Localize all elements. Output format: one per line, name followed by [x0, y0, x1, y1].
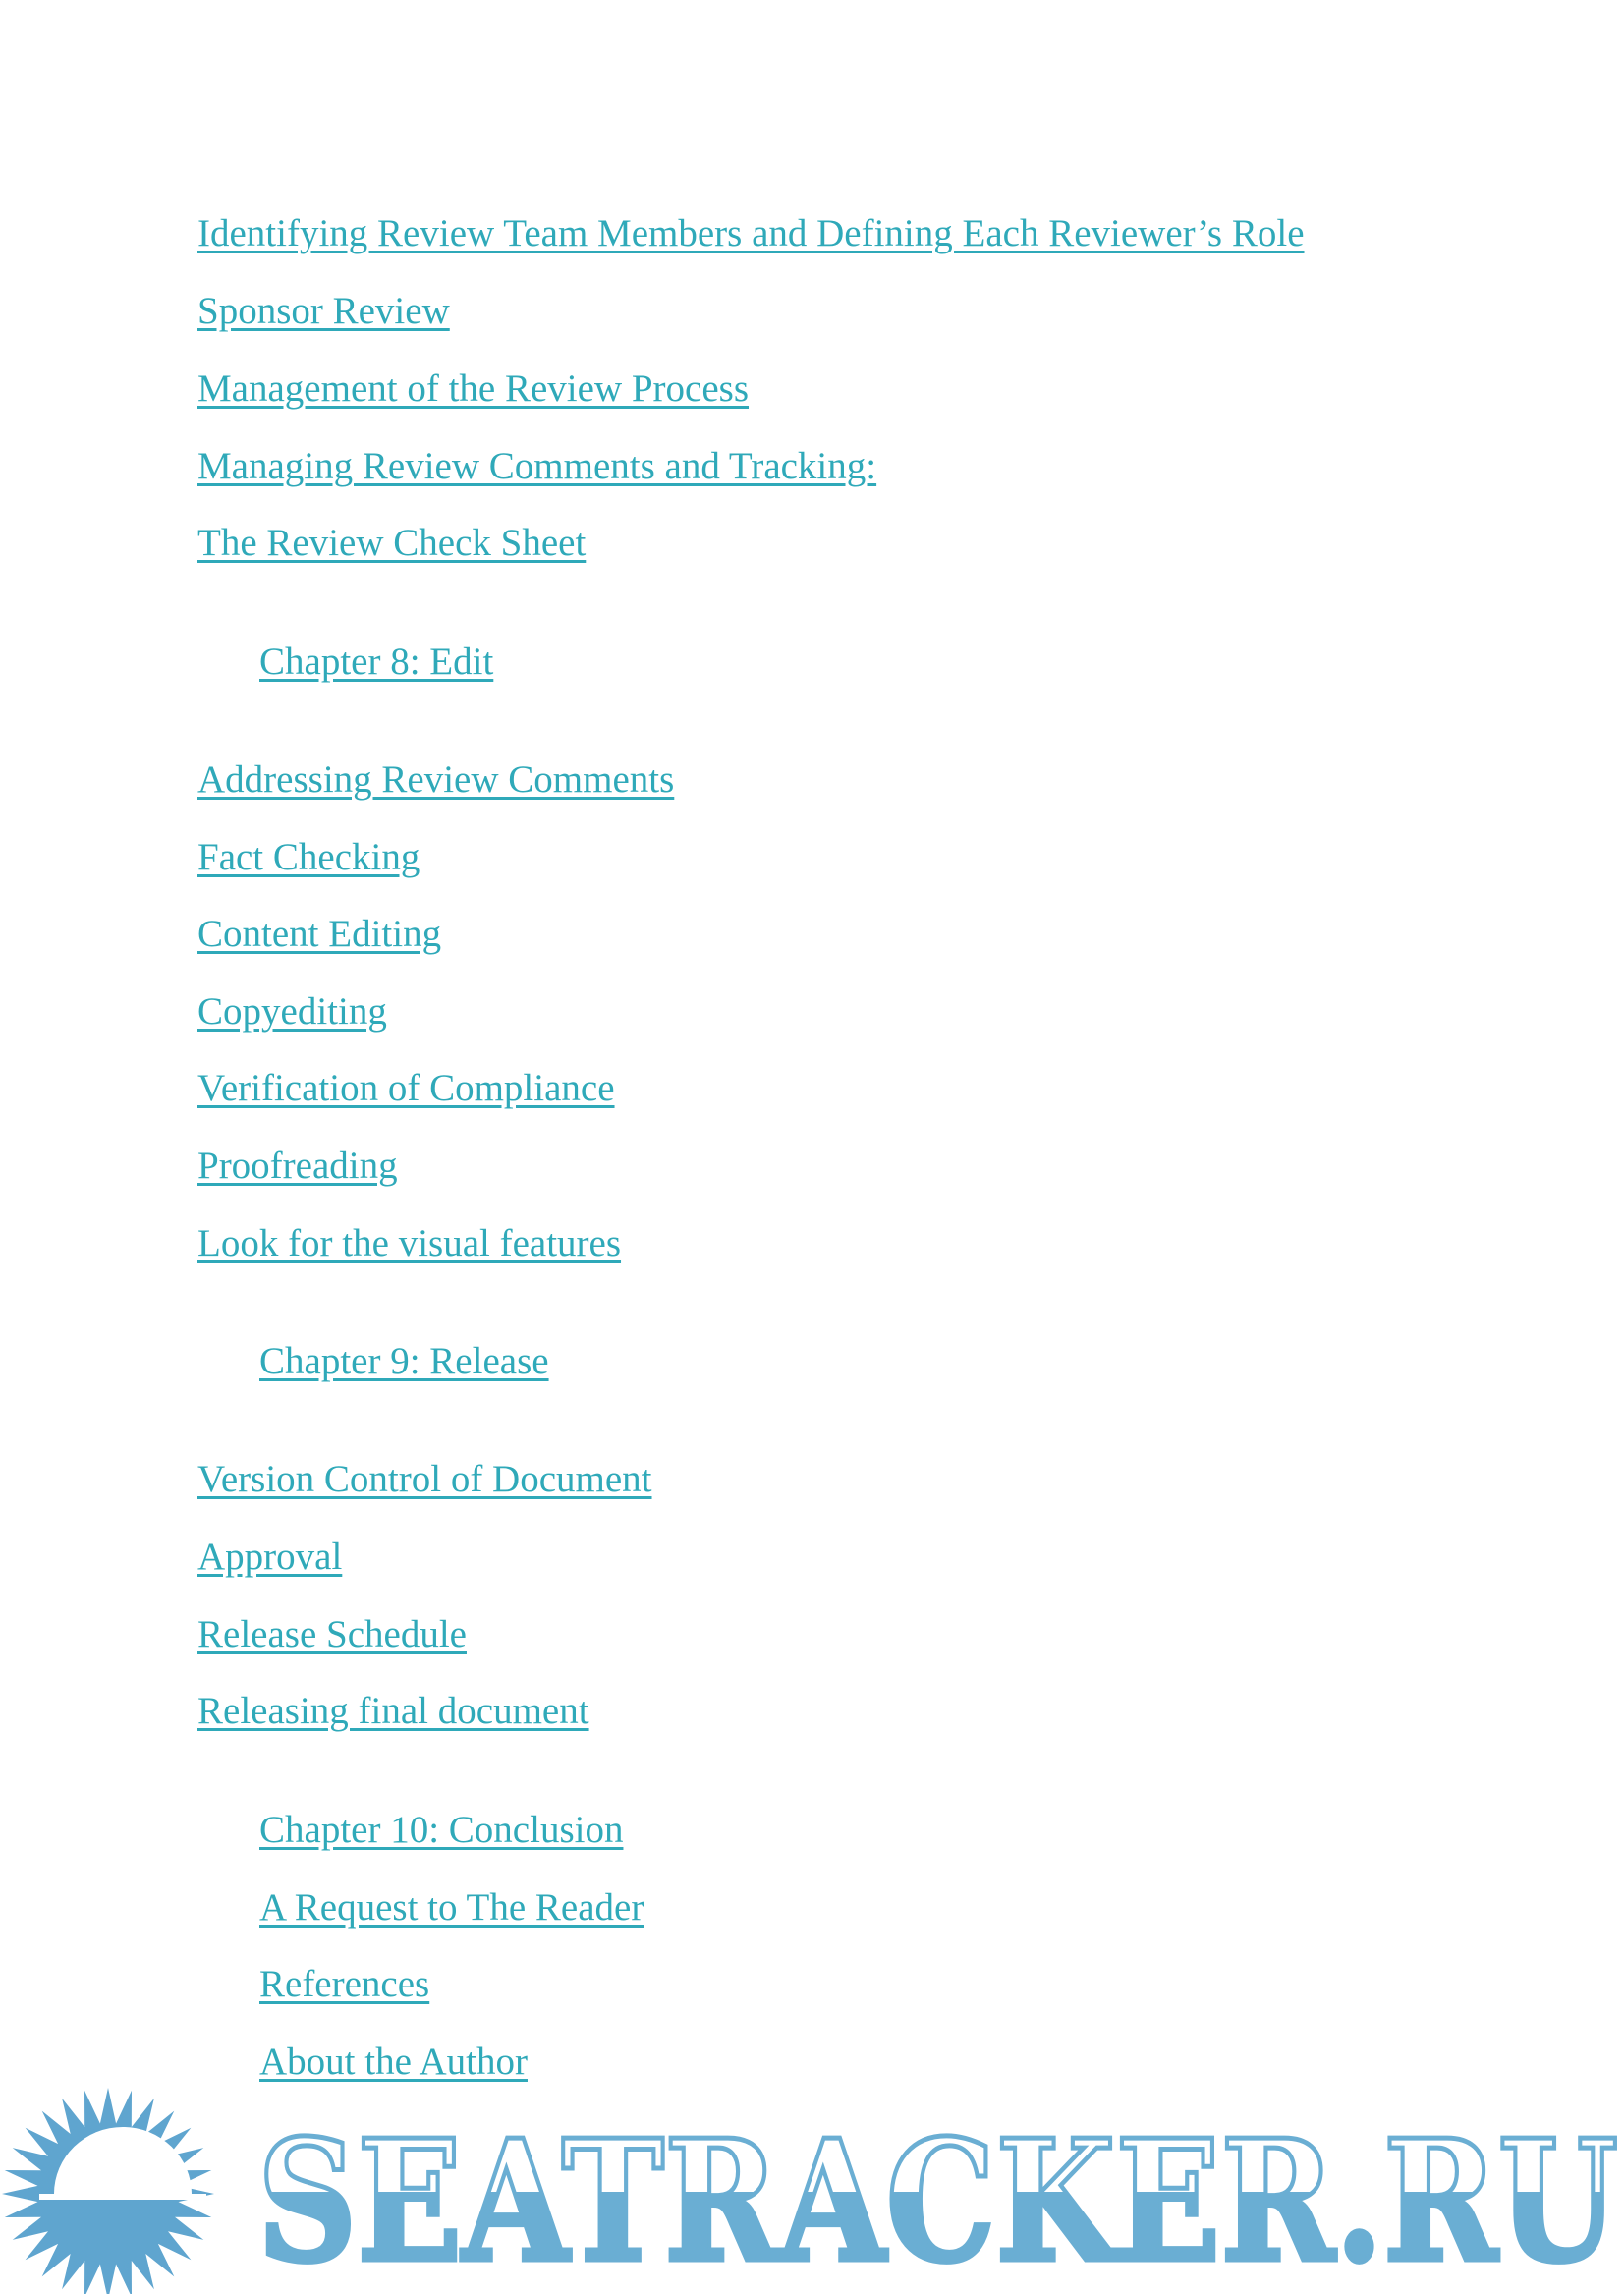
toc-link-managing-review-comments[interactable]: Managing Review Comments and Tracking: — [197, 445, 877, 487]
toc-link-release-schedule[interactable]: Release Schedule — [197, 1613, 467, 1655]
sun-icon — [0, 2068, 246, 2294]
toc-link-chapter-10[interactable]: Chapter 10: Conclusion — [259, 1809, 624, 1851]
toc-link-copyediting[interactable]: Copyediting — [197, 990, 387, 1033]
svg-text:SEATRACKER.RU: SEATRACKER.RU — [257, 2112, 1618, 2284]
toc-link-proofreading[interactable]: Proofreading — [197, 1145, 398, 1187]
watermark-logo — [253, 2112, 1624, 2284]
toc-link-fact-checking[interactable]: Fact Checking — [197, 836, 420, 878]
toc-link-chapter-8[interactable]: Chapter 8: Edit — [259, 641, 494, 683]
toc-link-approval[interactable]: Approval — [197, 1536, 343, 1578]
toc-link-chapter-9[interactable]: Chapter 9: Release — [259, 1340, 549, 1382]
toc-link-references[interactable]: References — [259, 1963, 430, 2005]
toc-link-review-check-sheet[interactable]: The Review Check Sheet — [197, 522, 587, 564]
toc-link-about-author[interactable]: About the Author — [259, 2041, 528, 2083]
toc-link-request-to-reader[interactable]: A Request to The Reader — [259, 1886, 644, 1929]
toc-link-sponsor-review[interactable]: Sponsor Review — [197, 290, 450, 332]
toc-link-content-editing[interactable]: Content Editing — [197, 913, 442, 955]
toc-link-review-team-members[interactable]: Identifying Review Team Members and Defining Each Reviewer’s Role — [197, 212, 1305, 254]
toc-link-version-control[interactable]: Version Control of Document — [197, 1458, 652, 1500]
toc-link-management-review-process[interactable]: Management of the Review Process — [197, 367, 750, 410]
toc-link-addressing-review-comments[interactable]: Addressing Review Comments — [197, 758, 675, 801]
toc-link-visual-features[interactable]: Look for the visual features — [197, 1222, 622, 1264]
toc-link-releasing-final-document[interactable]: Releasing final document — [197, 1690, 589, 1732]
toc-link-verification-compliance[interactable]: Verification of Compliance — [197, 1067, 615, 1109]
